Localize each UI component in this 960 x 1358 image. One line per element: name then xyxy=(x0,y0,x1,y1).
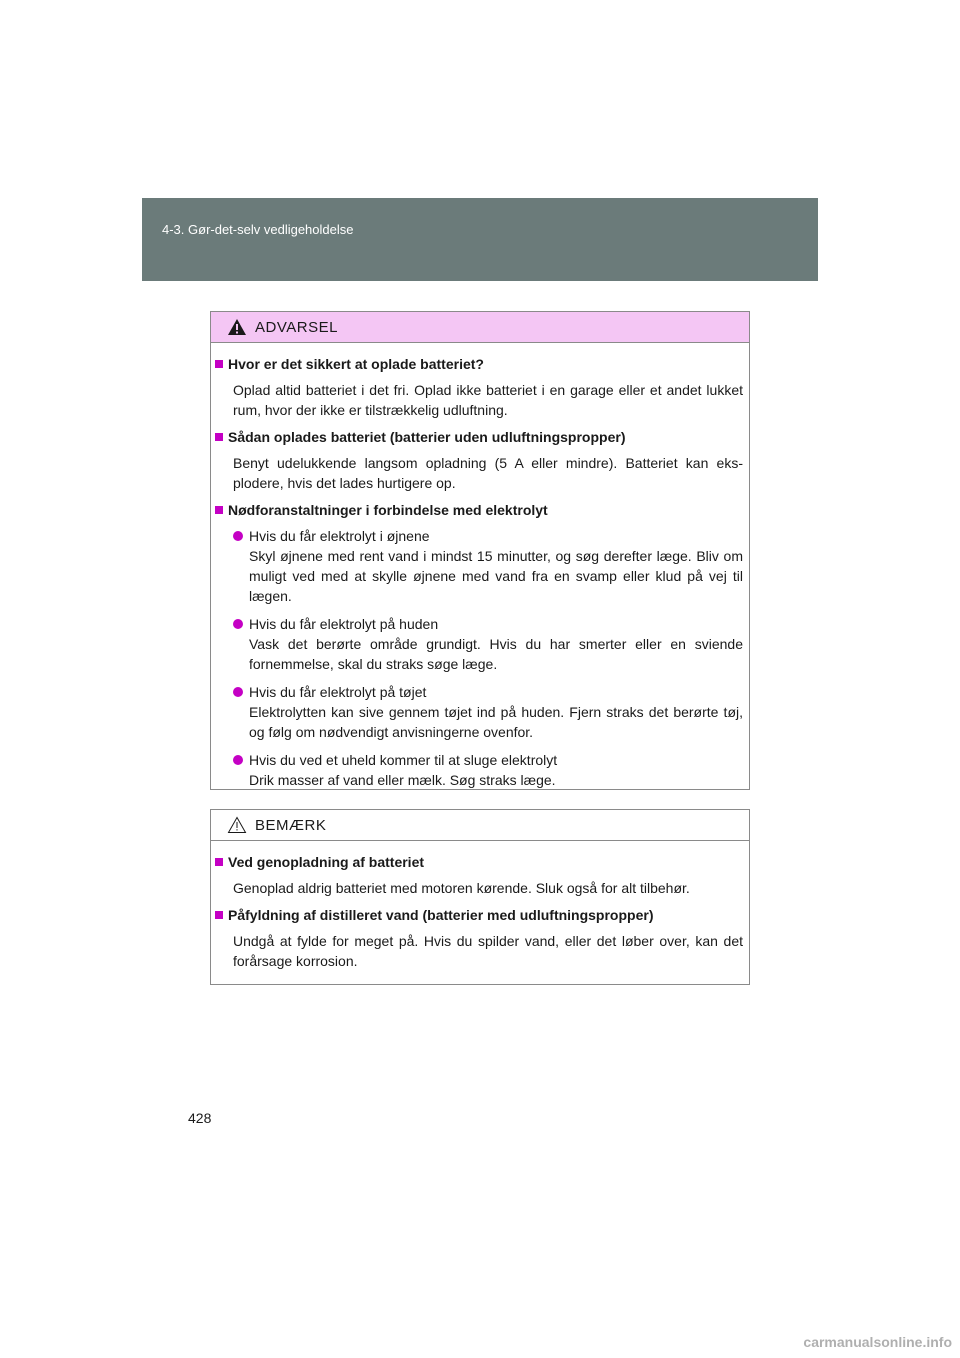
watermark: carmanualsonline.info xyxy=(803,1334,952,1350)
square-bullet-icon xyxy=(215,360,223,368)
list-item-title: Hvis du får elektrolyt på tøjet xyxy=(249,684,427,700)
notice-box-body xyxy=(211,841,749,971)
warning-section-text: Oplad altid batteriet i det fri. Oplad ikke batteriet i en garage eller et andet lukket rum, hvor der ikke er tilstrækkelig udluftning. xyxy=(233,382,743,418)
square-bullet-icon xyxy=(215,858,223,866)
list-item-text: Drik masser af vand eller mælk. Søg straks læge. xyxy=(249,772,556,788)
notice-box-header xyxy=(211,810,749,841)
list-item xyxy=(233,614,743,674)
round-bullet-icon xyxy=(233,619,243,629)
list-item-text: Vask det berørte område grundigt. Hvis du har smerter eller en sviende fornemmelse, skal du straks søge læge. xyxy=(249,636,743,672)
section-header-band xyxy=(142,198,818,281)
warning-section-heading: Sådan oplades batteriet (batterier uden udluftningspropper) xyxy=(215,428,743,447)
list-item-text: Skyl øjnene med rent vand i mindst 15 minutter, og søg derefter læge. Bliv om muligt ved med at skylle øjnene med vand fra en svamp eller klud på vej til lægen. xyxy=(249,548,743,604)
notice-section-text: Genoplad aldrig batteriet med motoren kørende. Sluk også for alt tilbehør. xyxy=(233,880,690,896)
list-item xyxy=(233,526,743,606)
warning-section-text: Benyt udelukkende langsom opladning (5 A eller mindre). Batteriet kan eks-plodere, hvis det lades hurtigere op. xyxy=(233,455,743,491)
square-bullet-icon xyxy=(215,911,223,919)
round-bullet-icon xyxy=(233,531,243,541)
round-bullet-icon xyxy=(233,755,243,765)
list-item-text: Elektrolytten kan sive gennem tøjet ind på huden. Fjern straks det berørte tøj, og følg om nødvendigt anvisningerne ovenfor. xyxy=(249,704,743,740)
square-bullet-icon xyxy=(215,506,223,514)
warning-box-header xyxy=(211,312,749,343)
warning-triangle-filled-icon xyxy=(227,318,247,336)
list-item-title: Hvis du ved et uheld kommer til at sluge elektrolyt xyxy=(249,752,558,768)
warning-section-heading: Hvor er det sikkert at oplade batteriet? xyxy=(215,355,743,374)
notice-section-heading: Påfyldning af distilleret vand (batterier med udluftningspropper) xyxy=(215,906,743,925)
notice-box xyxy=(210,809,750,985)
notice-title: BEMÆRK xyxy=(255,816,327,834)
warning-box-body xyxy=(211,343,749,790)
square-bullet-icon xyxy=(215,433,223,441)
round-bullet-icon xyxy=(233,687,243,697)
notice-section-text: Undgå at fylde for meget på. Hvis du spilder vand, eller det løber over, kan det forårsage korrosion. xyxy=(233,933,743,969)
warning-box xyxy=(210,311,750,790)
list-item-title: Hvis du får elektrolyt i øjnene xyxy=(249,528,430,544)
list-item xyxy=(233,682,743,742)
page-number: 428 xyxy=(188,1110,212,1126)
section-title: 4-3. Gør-det-selv vedligeholdelse xyxy=(162,222,354,237)
list-item xyxy=(233,750,743,790)
warning-title: ADVARSEL xyxy=(255,318,338,336)
warning-section-heading: Nødforanstaltninger i forbindelse med elektrolyt xyxy=(215,501,743,520)
list-item-title: Hvis du får elektrolyt på huden xyxy=(249,616,439,632)
notice-section-heading: Ved genopladning af batteriet xyxy=(215,853,743,872)
warning-triangle-outline-icon xyxy=(227,816,247,834)
